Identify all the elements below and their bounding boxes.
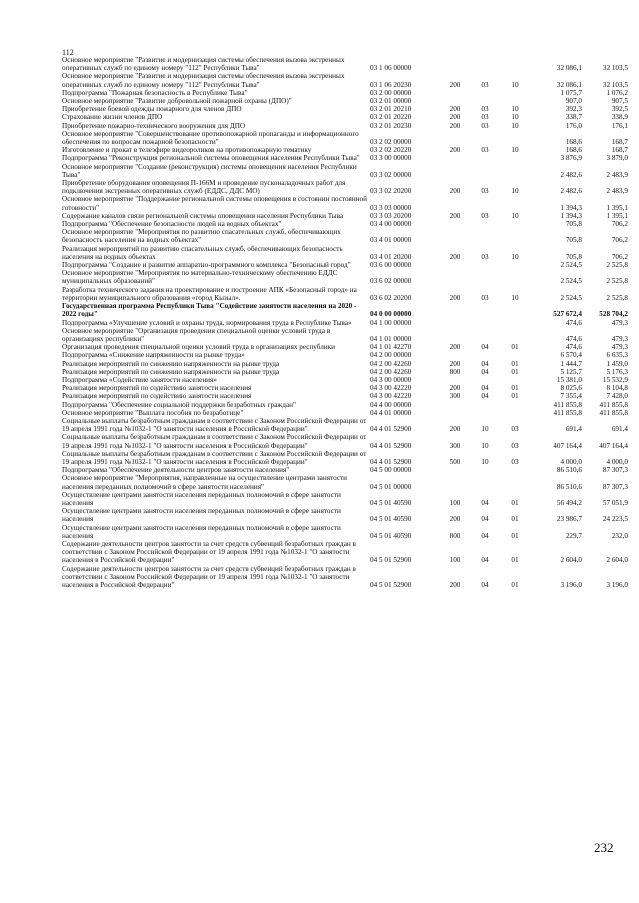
row-name: Основное мероприятие "Мероприятия по материально-техническому обеспечению ЕДДС муниципальных образований"	[62, 269, 338, 286]
table-row	[62, 433, 638, 449]
row-pr: 10	[511, 187, 519, 196]
row-rz: 10	[481, 425, 489, 434]
row-code: 04 5 01 40590	[370, 531, 412, 540]
row-pr: 10	[511, 293, 519, 302]
row-code: 03 3 00 00000	[370, 154, 412, 163]
row-sum-2021: 1 444,7	[560, 359, 582, 368]
row-name: Основное мероприятие "Совершенствование противопожарной пропаганды и информационного обеспечения по вопросам пожарной безопасности"	[62, 129, 359, 147]
table-row	[62, 368, 638, 376]
row-code: 04 4 00 00000	[370, 400, 412, 409]
row-sum-2022: 411 855,8	[599, 408, 628, 417]
row-sum-2021: 1 394,3	[560, 211, 582, 220]
row-code: 03 6 02 20200	[370, 293, 412, 302]
row-vr: 200	[449, 252, 461, 261]
row-vr: 200	[449, 425, 461, 434]
row-sum-2021: 474,6	[565, 318, 582, 327]
row-rz: 10	[481, 441, 489, 450]
table-row	[62, 122, 638, 130]
row-sum-2022: 32 103,5	[602, 80, 628, 89]
row-sum-2022: 168,7	[611, 146, 628, 155]
row-rz: 04	[481, 581, 489, 589]
row-code: 04 5 01 00000	[370, 482, 412, 491]
table-row	[62, 302, 638, 318]
row-pr: 03	[511, 425, 519, 434]
row-name: Социальные выплаты безработным гражданам в соответствии с Законом Российской Федерации от 19 апреля 1991 года №1032-1 "О занятости населения в Российской Федерации"	[62, 449, 367, 466]
table-row	[62, 319, 638, 327]
row-name: Содержание каналов связи региональной системы оповещения населения Республики Тыва	[62, 211, 344, 220]
row-sum-2021: 1 075,7	[560, 88, 582, 97]
row-vr: 200	[449, 187, 461, 196]
table-row	[62, 360, 638, 368]
row-vr: 300	[449, 392, 461, 401]
row-sum-2021: 168,6	[565, 138, 582, 147]
row-vr: 200	[449, 146, 461, 155]
row-code: 03 2 02 20220	[370, 146, 412, 155]
row-rz: 04	[481, 392, 489, 401]
row-code: 04 1 00 00000	[370, 318, 412, 327]
table-row	[62, 401, 638, 409]
row-pr: 10	[511, 211, 519, 220]
row-sum-2022: 706,2	[611, 220, 628, 229]
row-sum-2021: 705,8	[565, 220, 582, 229]
table-row	[62, 474, 638, 490]
row-sum-2021: 3 196,0	[560, 581, 582, 589]
row-code: 03 1 06 20230	[370, 80, 412, 89]
row-sum-2022: 338,9	[611, 113, 628, 122]
row-sum-2021: 705,8	[565, 236, 582, 245]
row-sum-2022: 479,3	[611, 343, 628, 352]
row-sum-2022: 2 483,9	[606, 187, 628, 196]
row-sum-2021: 56 494,2	[556, 498, 582, 507]
row-name: Основное мероприятие "Создание (реконструкция) системы оповещения населения Республики Тыва"	[62, 162, 357, 179]
row-code: 03 4 00 00000	[370, 220, 412, 229]
table-row	[62, 392, 638, 400]
row-name: Основное мероприятие "Развитие добровольной пожарной охраны (ДПО)"	[62, 97, 292, 106]
table-row	[62, 228, 638, 244]
row-sum-2022: 528 704,2	[599, 310, 628, 319]
row-sum-2021: 411 855,8	[553, 408, 582, 417]
table-row	[62, 245, 638, 261]
table-row	[62, 195, 638, 211]
row-sum-2021: 474,6	[565, 334, 582, 343]
table-row	[62, 89, 638, 97]
row-pr: 10	[511, 113, 519, 122]
row-vr: 500	[449, 457, 461, 466]
row-vr: 200	[449, 343, 461, 352]
row-name: Организация проведения специальной оценки условий труда в организациях республики	[62, 343, 336, 352]
row-rz: 04	[481, 556, 489, 565]
row-code: 04 1 01 42270	[370, 343, 412, 352]
table-row	[62, 269, 638, 285]
table-row	[62, 491, 638, 507]
row-sum-2022: 168,7	[611, 138, 628, 147]
row-sum-2022: 232,0	[611, 531, 628, 540]
row-code: 04 4 01 52900	[370, 441, 412, 450]
row-sum-2021: 86 510,6	[556, 482, 582, 491]
row-rz: 03	[481, 121, 489, 130]
row-name: Подпрограмма «Снижение напряженности на рынке труда»	[62, 351, 245, 360]
row-sum-2022: 2 483,9	[606, 170, 628, 179]
row-rz: 04	[481, 359, 489, 368]
row-sum-2022: 87 307,3	[602, 466, 628, 475]
row-sum-2021: 8 025,6	[560, 384, 582, 393]
row-code: 04 5 01 40590	[370, 515, 412, 524]
row-sum-2022: 3 879,0	[606, 154, 628, 163]
row-code: 04 3 00 00000	[370, 375, 412, 384]
table-row	[62, 105, 638, 113]
row-code: 03 2 01 20220	[370, 113, 412, 122]
row-name: Основное мероприятие "Организация проведения специальной оценки условий труда в организациях республики"	[62, 326, 331, 343]
row-code: 04 5 00 00000	[370, 466, 412, 475]
row-pr: 01	[511, 343, 519, 352]
row-vr: 200	[449, 359, 461, 368]
row-code: 03 2 02 00000	[370, 138, 412, 147]
row-name: Реализация мероприятий по содействию занятости населения	[62, 384, 252, 393]
row-code: 04 4 01 52900	[370, 457, 412, 466]
row-name: Разработка технического задания на проектирование и построение АПК «Безопасный город» на территории муниципального образования «город Кызыл».	[62, 285, 357, 302]
row-pr: 01	[511, 581, 519, 589]
row-name: Осуществление центрами занятости населения переданных полномочий в сфере занятости населения	[62, 507, 341, 524]
row-sum-2021: 168,6	[565, 146, 582, 155]
row-sum-2021: 176,0	[565, 121, 582, 130]
row-pr: 03	[511, 457, 519, 466]
row-name: Подпрограмма «Улучшение условий и охраны труда, нормирования труда в Республике Тыва»	[62, 318, 352, 327]
row-sum-2021: 2 524,5	[560, 277, 582, 286]
table-row	[62, 212, 638, 220]
table-row	[62, 56, 638, 72]
row-code: 04 4 01 00000	[370, 408, 412, 417]
row-pr: 01	[511, 498, 519, 507]
budget-table	[62, 56, 638, 589]
table-row	[62, 540, 638, 565]
row-pr: 10	[511, 121, 519, 130]
row-vr: 100	[449, 498, 461, 507]
row-name: Реализация мероприятий по снижению напряженности на рынке труда	[62, 367, 280, 376]
row-name: Подпрограмма "Обеспечение безопасности людей на водных объектах"	[62, 220, 282, 229]
row-rz: 10	[481, 457, 489, 466]
row-vr: 800	[449, 367, 461, 376]
row-name: Подпрограмма "Пожарная безопасность в Республике Тыва"	[62, 88, 248, 97]
row-sum-2022: 24 223,5	[602, 515, 628, 524]
row-sum-2021: 2 604,0	[560, 556, 582, 565]
row-name: Страхование жизни членов ДПО	[62, 113, 163, 122]
row-pr: 10	[511, 146, 519, 155]
row-code: 03 6 00 00000	[370, 261, 412, 270]
row-rz: 04	[481, 384, 489, 393]
row-name: Государственная программа Республики Тыва "Содействие занятости населения на 2020 - 2022 годы"	[62, 302, 357, 319]
row-name: Приобретение пожарно-технического вооружения для ДПО	[62, 121, 246, 130]
row-vr: 200	[449, 581, 461, 589]
row-sum-2022: 2 604,0	[606, 556, 628, 565]
row-sum-2021: 338,7	[565, 113, 582, 122]
table-row	[62, 466, 638, 474]
row-vr: 200	[449, 80, 461, 89]
row-name: Основное мероприятие "Развитие и модернизация системы обеспечения вызова экстренных оперативных служб по единому номеру "112" Республики Тыва"	[62, 56, 345, 73]
row-sum-2022: 57 051,9	[602, 498, 628, 507]
row-sum-2021: 4 000,0	[560, 457, 582, 466]
row-pr: 01	[511, 384, 519, 393]
row-sum-2021: 527 672,4	[553, 310, 582, 319]
row-vr: 200	[449, 113, 461, 122]
row-vr: 100	[449, 556, 461, 565]
table-row	[62, 384, 638, 392]
row-pr: 10	[511, 105, 519, 114]
table-row	[62, 417, 638, 433]
row-code: 03 2 01 00000	[370, 97, 412, 106]
row-code: 03 4 01 20200	[370, 252, 412, 261]
row-name: Подпрограмма "Обеспечение социальной поддержки безработных граждан"	[62, 400, 296, 409]
row-code: 04 5 01 52900	[370, 556, 412, 565]
table-row	[62, 146, 638, 154]
row-pr: 01	[511, 359, 519, 368]
table-row	[62, 565, 638, 590]
row-name: Основное мероприятие "Поддержание региональной системы оповещения в состоянии постоянной готовности"	[62, 195, 367, 212]
row-sum-2021: 2 482,6	[560, 187, 582, 196]
row-code: 03 3 02 20200	[370, 187, 412, 196]
row-sum-2022: 691,4	[611, 425, 628, 434]
row-name: Основное мероприятие "Мероприятия, направленные на осуществление центрами занятости населения переданных полномочий в сфере занятости населения"	[62, 474, 348, 491]
page-number-top: 112	[62, 48, 74, 57]
row-sum-2021: 32 086,1	[556, 64, 582, 73]
row-code: 04 1 01 00000	[370, 334, 412, 343]
row-vr: 300	[449, 441, 461, 450]
row-rz: 04	[481, 531, 489, 540]
row-code: 04 2 00 42260	[370, 367, 412, 376]
row-vr: 200	[449, 515, 461, 524]
row-name: Осуществление центрами занятости населения переданных полномочий в сфере занятости населения	[62, 523, 341, 540]
row-rz: 04	[481, 498, 489, 507]
row-code: 03 4 01 00000	[370, 236, 412, 245]
row-pr: 10	[511, 80, 519, 89]
row-code: 03 6 02 00000	[370, 277, 412, 286]
row-name: Подпрограмма "Обеспечение деятельности центров занятости населения"	[62, 466, 290, 475]
row-sum-2021: 705,8	[565, 252, 582, 261]
table-row	[62, 72, 638, 88]
row-vr: 200	[449, 293, 461, 302]
row-sum-2022: 8 104,8	[606, 384, 628, 393]
row-sum-2022: 7 428,0	[606, 392, 628, 401]
row-rz: 03	[481, 187, 489, 196]
row-sum-2021: 2 482,6	[560, 170, 582, 179]
row-sum-2021: 691,4	[565, 425, 582, 434]
row-sum-2021: 15 381,0	[556, 375, 582, 384]
row-sum-2022: 5 176,3	[606, 367, 628, 376]
row-sum-2022: 907,5	[611, 97, 628, 106]
table-row	[62, 220, 638, 228]
row-rz: 03	[481, 146, 489, 155]
row-code: 03 2 01 20230	[370, 121, 412, 130]
row-sum-2022: 1 395,1	[606, 211, 628, 220]
row-code: 04 3 00 42220	[370, 384, 412, 393]
row-sum-2022: 32 103,5	[602, 64, 628, 73]
table-row	[62, 163, 638, 179]
table-row	[62, 450, 638, 466]
row-sum-2022: 479,3	[611, 334, 628, 343]
row-name: Приобретение оборудования оповещения П-166М и проведение пусконаладочных работ для подключения экстренных оперативных служб (ЕДДС, ДДС МО)	[62, 179, 346, 196]
row-name: Социальные выплаты безработным гражданам в соответствии с Законом Российской Федерации от 19 апреля 1991 года №1032-1 "О занятости населения в Российской Федерации"	[62, 433, 367, 450]
table-row	[62, 343, 638, 351]
row-rz: 03	[481, 80, 489, 89]
row-sum-2021: 407 164,4	[553, 441, 582, 450]
row-code: 04 2 00 00000	[370, 351, 412, 360]
row-name: Содержание деятельности центров занятости за счет средств субвенций безработных граждан в соответствии с Законом Российской Федерации от 19 апреля 1991 года №1032-1 "О занятости населения в Российской Федерации"	[62, 539, 356, 565]
row-code: 04 3 00 42220	[370, 392, 412, 401]
row-vr: 200	[449, 121, 461, 130]
row-rz: 03	[481, 293, 489, 302]
row-name: Подпрограмма "Создание и развитие аппаратно-программного комплекса "Безопасный город"	[62, 261, 351, 270]
row-code: 03 2 00 00000	[370, 88, 412, 97]
row-name: Социальные выплаты безработным гражданам в соответствии с Законом Российской Федерации от 19 апреля 1991 года №1032-1 "О занятости населения в Российской Федерации"	[62, 416, 367, 434]
row-code: 04 4 01 52900	[370, 425, 412, 434]
row-code: 03 1 06 00000	[370, 64, 412, 73]
row-name: Осуществление центрами занятости населения переданных полномочий в сфере занятости населения	[62, 490, 341, 507]
row-name: Основное мероприятие "Развитие и модернизация системы обеспечения вызова экстренных оперативных служб по единому номеру "112" Республики Тыва"	[62, 72, 345, 89]
row-vr: 200	[449, 211, 461, 220]
table-row	[62, 286, 638, 302]
row-sum-2022: 1 076,2	[606, 88, 628, 97]
row-sum-2022: 407 164,4	[599, 441, 628, 450]
row-rz: 03	[481, 211, 489, 220]
row-sum-2022: 2 525,8	[606, 293, 628, 302]
row-vr: 200	[449, 384, 461, 393]
row-sum-2022: 87 307,3	[602, 482, 628, 491]
table-row	[62, 524, 638, 540]
row-pr: 01	[511, 367, 519, 376]
row-name: Основное мероприятие "Выплата пособия по безработице"	[62, 408, 244, 417]
row-sum-2022: 2 525,8	[606, 261, 628, 270]
row-name: Реализация мероприятий по содействию занятости населения	[62, 392, 252, 401]
row-pr: 01	[511, 392, 519, 401]
table-row	[62, 179, 638, 195]
table-row	[62, 113, 638, 121]
table-row	[62, 327, 638, 343]
row-pr: 10	[511, 252, 519, 261]
table-row	[62, 154, 638, 162]
row-name: Приобретение боевой одежды пожарного для членов ДПО	[62, 105, 242, 114]
row-sum-2021: 6 570,4	[560, 351, 582, 360]
row-sum-2021: 2 524,5	[560, 293, 582, 302]
row-sum-2022: 479,3	[611, 318, 628, 327]
row-code: 04 0 00 00000	[370, 310, 412, 319]
row-name: Подпрограмма «Содействие занятости населения»	[62, 375, 217, 384]
row-rz: 03	[481, 113, 489, 122]
row-sum-2021: 23 986,7	[556, 515, 582, 524]
row-name: Содержание деятельности центров занятости за счет средств субвенций безработных граждан в соответствии с Законом Российской Федерации от 19 апреля 1991 года №1032-1 "О занятости населения в Российской Федерации"	[62, 564, 356, 589]
row-sum-2022: 1 459,0	[606, 359, 628, 368]
row-rz: 03	[481, 105, 489, 114]
row-sum-2022: 6 635,3	[606, 351, 628, 360]
row-sum-2021: 7 355,4	[560, 392, 582, 401]
row-pr: 01	[511, 531, 519, 540]
row-sum-2021: 229,7	[565, 531, 582, 540]
row-sum-2022: 1 395,1	[606, 203, 628, 212]
row-name: Изготовление и прокат в телеэфире видеороликов на противопожарную тематику	[62, 146, 312, 155]
row-sum-2022: 176,1	[611, 121, 628, 130]
row-sum-2021: 3 876,9	[560, 154, 582, 163]
row-name: Подпрограмма "Реконструкция региональной системы оповещения населения Республики Тыва"	[62, 154, 360, 163]
row-code: 04 2 00 42260	[370, 359, 412, 368]
row-vr: 800	[449, 531, 461, 540]
row-sum-2022: 706,2	[611, 236, 628, 245]
table-row	[62, 507, 638, 523]
row-sum-2022: 15 532,9	[602, 375, 628, 384]
row-code: 03 3 02 00000	[370, 170, 412, 179]
row-sum-2021: 5 125,7	[560, 367, 582, 376]
row-name: Основное мероприятие "Мероприятия по развитию спасательных служб, обеспечивающих безопасность населения на водных объектах"	[62, 228, 341, 245]
row-rz: 04	[481, 343, 489, 352]
page-number-bottom: 232	[594, 840, 614, 855]
row-sum-2022: 392,5	[611, 105, 628, 114]
row-sum-2022: 411 855,8	[599, 400, 628, 409]
row-sum-2021: 2 524,5	[560, 261, 582, 270]
row-pr: 03	[511, 441, 519, 450]
row-code: 03 3 03 20200	[370, 211, 412, 220]
row-rz: 04	[481, 515, 489, 524]
row-sum-2021: 86 510,6	[556, 466, 582, 475]
table-row	[62, 130, 638, 146]
row-sum-2021: 411 855,8	[553, 400, 582, 409]
table-row	[62, 351, 638, 359]
row-code: 04 5 01 40590	[370, 498, 412, 507]
table-row	[62, 376, 638, 384]
row-vr: 200	[449, 105, 461, 114]
row-name: Реализация мероприятий по снижению напряженности на рынке труда	[62, 359, 280, 368]
row-sum-2021: 1 394,3	[560, 203, 582, 212]
row-code: 04 5 01 52900	[370, 581, 412, 589]
row-sum-2021: 32 086,1	[556, 80, 582, 89]
row-sum-2022: 2 525,8	[606, 277, 628, 286]
table-row	[62, 261, 638, 269]
row-code: 03 3 03 00000	[370, 203, 412, 212]
row-sum-2021: 474,6	[565, 343, 582, 352]
row-sum-2021: 392,3	[565, 105, 582, 114]
row-sum-2022: 3 196,0	[606, 581, 628, 589]
table-row	[62, 409, 638, 417]
row-pr: 01	[511, 556, 519, 565]
row-rz: 04	[481, 367, 489, 376]
row-sum-2022: 4 000,0	[606, 457, 628, 466]
row-sum-2022: 706,2	[611, 252, 628, 261]
table-row	[62, 97, 638, 105]
row-code: 03 2 01 20210	[370, 105, 412, 114]
row-sum-2021: 907,0	[565, 97, 582, 106]
row-pr: 01	[511, 515, 519, 524]
row-name: Реализация мероприятий по развитию спасательных служб, обеспечивающих безопасность населения на водных объектах	[62, 244, 343, 261]
row-rz: 03	[481, 252, 489, 261]
